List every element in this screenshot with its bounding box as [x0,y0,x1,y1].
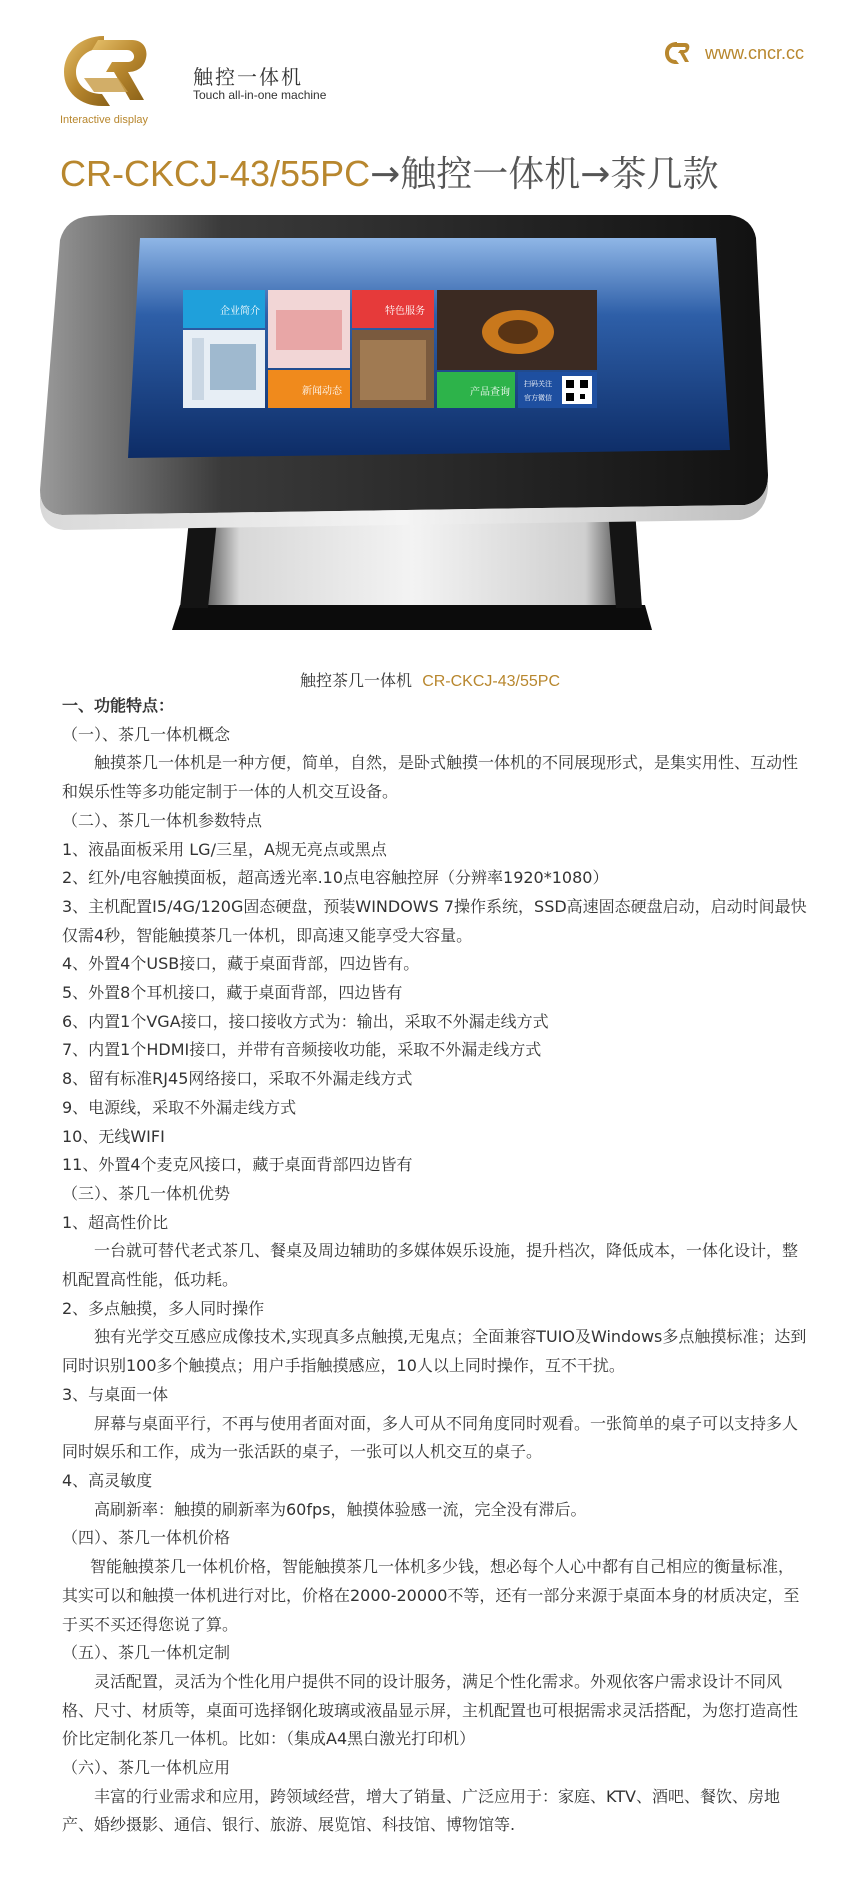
subsection-heading: （一）、茶几一体机概念 [62,724,231,744]
body-paragraph: 屏幕与桌面平行，不再与使用者面对面，多人可从不同角度同时观看。一张简单的桌子可以支持多人同时娱乐和工作，成为一张活跃的桌子，一张可以人机交互的桌子。 [62,1413,799,1462]
title-model: CR-CKCJ-43/55PC [60,153,371,194]
page-header [0,0,860,140]
body-paragraph: 11、外置4个麦克风接口，藏于桌面背部四边皆有 [62,1155,413,1175]
subsection-heading: （三）、茶几一体机优势 [62,1183,231,1203]
touch-screen [128,238,730,458]
cr-small-logo-icon [663,40,691,66]
subsection-heading: （五）、茶几一体机定制 [62,1643,231,1663]
page-title [60,146,718,197]
body-paragraph: 3、主机配置I5/4G/120G固态硬盘，预装WINDOWS 7操作系统，SSD高速固态硬盘启动，启动时间最快仅需4秒，智能触摸茶几一体机，即高速又能享受大容量。 [62,896,807,945]
product-image [40,210,770,640]
brand-name-cn: 触控一体机 [193,65,303,89]
body-paragraph: 9、电源线，采取不外漏走线方式 [62,1097,297,1117]
screen-tile-product-label: 产品查询 [470,387,510,398]
body-paragraph: 8、留有标准RJ45网络接口，采取不外漏走线方式 [62,1069,413,1089]
brand-name-en: Touch all-in-one machine [193,88,327,102]
subsection-heading: （二）、茶几一体机参数特点 [62,810,263,830]
cr-logo-icon [58,30,150,110]
body-paragraph: 一台就可替代老式茶几、餐桌及周边辅助的多媒体娱乐设施，提升档次，降低成本，一体化设计，整机配置高性能，低功耗。 [62,1241,799,1290]
title-arrow-2: → [580,154,611,195]
screen-tile-scan-label: 扫码关注 [524,380,552,388]
body-paragraph: 3、与桌面一体 [62,1384,169,1404]
subsection-heading: （六）、茶几一体机应用 [62,1758,231,1778]
body-paragraph: 1、液晶面板采用 LG/三星，A规无亮点或黑点 [62,839,387,859]
screen-tile-wechat-label: 官方微信 [524,394,552,402]
body-paragraph: 触摸茶几一体机是一种方便，简单，自然，是卧式触摸一体机的不同展现形式，是集实用性、互动性和娱乐性等多功能定制于一体的人机交互设备。 [62,753,799,802]
body-paragraph: 智能触摸茶几一体机价格，智能触摸茶几一体机多少钱，想必每个人心中都有自己相应的衡量标准，其实可以和触摸一体机进行对比，价格在2000-20000不等，还有一部分来源于桌面本身的材质决定，至于买不买还得您说了算。 [62,1557,800,1634]
caption-text: 触控茶几一体机 [300,671,413,690]
body-paragraph: 2、多点触摸，多人同时操作 [62,1298,265,1318]
subsection-heading: （四）、茶几一体机价格 [62,1528,231,1548]
body-paragraph: 1、超高性价比 [62,1212,169,1232]
title-arrow-1: → [370,154,401,195]
section-heading: 一、功能特点： [62,696,175,715]
body-paragraph: 丰富的行业需求和应用，跨领域经营，增大了销量、广泛应用于：家庭、KTV、酒吧、餐饮、房地产、婚纱摄影、通信、银行、旅游、展览馆、科技馆、博物馆等. [62,1786,780,1835]
caption-model: CR-CKCJ-43/55PC [422,673,560,690]
screen-tile-service-label: 特色服务 [385,306,425,317]
body-paragraph: 7、内置1个HDMI接口，并带有音频接收功能，采取不外漏走线方式 [62,1040,542,1060]
body-paragraph: 2、红外/电容触摸面板，超高透光率.10点电容触控屏（分辨率1920*1080） [62,868,609,888]
body-paragraph: 5、外置8个耳机接口，藏于桌面背部，四边皆有 [62,983,403,1003]
body-paragraph: 灵活配置，灵活为个性化用户提供不同的设计服务，满足个性化需求。外观依客户需求设计不同风格、尺寸、材质等，桌面可选择钢化玻璃或液晶显示屏，主机配置也可根据需求灵活搭配，为您打造高性价比定制化茶几一体机。比如：（集成A4黑白激光打印机） [62,1671,799,1749]
image-caption [0,668,860,691]
title-variant: 茶几款 [610,154,719,195]
body-paragraph: 10、无线WIFI [62,1126,165,1146]
logo-tagline: Interactive display [60,114,149,126]
table-base [172,510,652,630]
body-paragraph: 独有光学交互感应成像技术,实现真多点触摸,无鬼点；全面兼容TUIO及Windows多点触摸标准；达到同时识别100多个触摸点；用户手指触摸感应，10人以上同时操作，互不干扰。 [62,1327,807,1376]
feature-description [62,692,808,1840]
screen-tile-news-label: 新闻动态 [302,386,342,397]
body-paragraph: 6、内置1个VGA接口，接口接收方式为：输出，采取不外漏走线方式 [62,1011,549,1031]
body-paragraph: 4、高灵敏度 [62,1470,153,1490]
body-paragraph: 高刷新率：触摸的刷新率为60fps，触摸体验感一流，完全没有滞后。 [94,1499,587,1519]
screen-tile-company-label: 企业简介 [220,306,260,317]
title-category: 触控一体机 [400,154,581,195]
website-link[interactable]: www.cncr.cc [705,43,805,63]
body-paragraph: 4、外置4个USB接口，藏于桌面背部，四边皆有。 [62,954,420,974]
